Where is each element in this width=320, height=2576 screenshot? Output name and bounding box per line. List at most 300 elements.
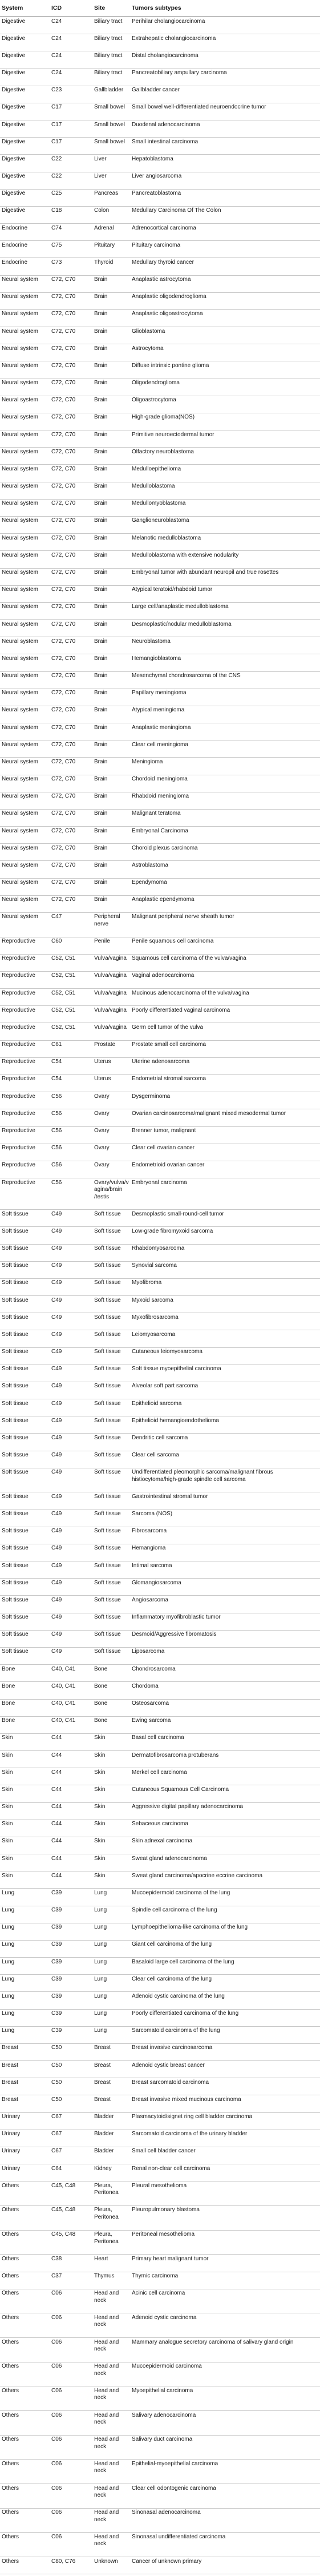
- cell-system: Reproductive: [2, 955, 35, 962]
- cell-tumor-subtype: Intimal sarcoma: [132, 1562, 172, 1569]
- table-row: [0, 1510, 320, 1527]
- cell-icd: C17: [51, 121, 62, 128]
- cell-tumor-subtype: Brenner tumor, malignant: [132, 1128, 196, 1134]
- table-row: [0, 1161, 320, 1178]
- table-header-row: [0, 0, 320, 17]
- cell-system: Neural system: [2, 810, 38, 817]
- cell-tumor-subtype: Small bowel well-differentiated neuroendocrine tumor: [132, 104, 266, 111]
- cell-tumor-subtype: Salivary adenocarcinoma: [132, 2412, 196, 2418]
- cell-system: Others: [2, 2412, 19, 2418]
- cell-icd: C72, C70: [51, 328, 76, 335]
- cell-tumor-subtype: Chondrosarcoma: [132, 1665, 176, 1672]
- cell-site: Brain: [94, 380, 108, 387]
- cell-tumor-subtype: Atypical teratoid/rhabdoid tumor: [132, 586, 213, 593]
- cell-icd: C39: [51, 2027, 62, 2034]
- table-row: [0, 1751, 320, 1768]
- cell-icd: C44: [51, 1769, 62, 1776]
- table-row: [0, 396, 320, 413]
- table-row: [0, 1262, 320, 1279]
- cell-icd: C22: [51, 155, 62, 162]
- cell-system: Neural system: [2, 569, 38, 575]
- table-row: [0, 69, 320, 86]
- cell-icd: C72, C70: [51, 448, 76, 455]
- cell-system: Bone: [2, 1700, 15, 1706]
- cell-tumor-subtype: Small cell bladder cancer: [132, 2148, 196, 2155]
- table-row: [0, 1682, 320, 1699]
- table-row: [0, 758, 320, 775]
- table-row: [0, 1210, 320, 1227]
- table-row: [0, 361, 320, 379]
- cell-system: Others: [2, 2231, 19, 2238]
- table-row: [0, 172, 320, 190]
- cell-site: Soft tissue: [94, 1452, 121, 1459]
- cell-site: Head and neck: [94, 2387, 119, 2401]
- table-row: [0, 2509, 320, 2533]
- cell-site: Brain: [94, 448, 108, 455]
- table-row: [0, 706, 320, 723]
- table-row: [0, 1451, 320, 1468]
- cell-icd: C49: [51, 1452, 62, 1459]
- cell-tumor-subtype: Mucinous adenocarcinoma of the vulva/vagina: [132, 989, 249, 996]
- table-row: [0, 155, 320, 172]
- table-row: [0, 1734, 320, 1751]
- table-row: [0, 1365, 320, 1382]
- cell-site: Soft tissue: [94, 1511, 121, 1518]
- cell-icd: C39: [51, 1941, 62, 1948]
- cell-tumor-subtype: Sweat gland adenocarcinoma: [132, 1855, 207, 1862]
- cell-icd: C72, C70: [51, 552, 76, 558]
- cell-site: Soft tissue: [94, 1648, 121, 1655]
- cell-tumor-subtype: Pituitary carcinoma: [132, 242, 181, 248]
- table-row: [0, 672, 320, 689]
- table-row: [0, 1958, 320, 1975]
- table-row: [0, 1468, 320, 1493]
- cell-system: Neural system: [2, 758, 38, 765]
- table-row: [0, 500, 320, 517]
- cell-tumor-subtype: Sinonasal adenocarcinoma: [132, 2509, 201, 2516]
- cell-site: Brain: [94, 603, 108, 610]
- table-row: [0, 1178, 320, 1210]
- cell-tumor-subtype: Anaplastic astrocytoma: [132, 276, 191, 283]
- table-row: [0, 1399, 320, 1416]
- cell-icd: C64: [51, 2165, 62, 2172]
- cell-site: Biliary tract: [94, 70, 123, 77]
- cell-tumor-subtype: Uterine adenosarcoma: [132, 1058, 190, 1065]
- cell-system: Neural system: [2, 345, 38, 352]
- cell-system: Reproductive: [2, 938, 35, 945]
- cell-tumor-subtype: Desmoplastic/nodular medulloblastoma: [132, 621, 232, 627]
- cell-system: Others: [2, 2509, 19, 2516]
- cell-system: Soft tissue: [2, 1631, 29, 1638]
- table-row: [0, 2095, 320, 2112]
- table-row: [0, 1906, 320, 1923]
- cell-site: Soft tissue: [94, 1210, 121, 1217]
- cell-tumor-subtype: Distal cholangiocarcinoma: [132, 52, 199, 59]
- cell-site: Brain: [94, 293, 108, 300]
- cell-icd: C06: [51, 2509, 62, 2516]
- cell-icd: C49: [51, 1227, 62, 1234]
- cell-tumor-subtype: Ependymoma: [132, 879, 167, 886]
- cell-icd: C39: [51, 1958, 62, 1965]
- table-row: [0, 1041, 320, 1058]
- cell-site: Ovary: [94, 1162, 110, 1169]
- table-row: [0, 1561, 320, 1579]
- cell-icd: C24: [51, 52, 62, 59]
- cell-system: Lung: [2, 2027, 15, 2034]
- table-row: [0, 775, 320, 792]
- cell-system: Skin: [2, 1786, 13, 1793]
- cell-site: Lung: [94, 1924, 107, 1931]
- cell-tumor-subtype: Large cell/anaplastic medulloblastoma: [132, 603, 229, 610]
- cell-icd: C72, C70: [51, 414, 76, 421]
- cell-site: Adrenal: [94, 224, 114, 231]
- table-row: [0, 2231, 320, 2255]
- cell-site: Lung: [94, 1975, 107, 1982]
- cell-system: Others: [2, 2363, 19, 2370]
- cell-site: Brain: [94, 517, 108, 524]
- cell-system: Neural system: [2, 431, 38, 438]
- cell-tumor-subtype: Chordoid meningioma: [132, 776, 188, 783]
- cell-icd: C72, C70: [51, 397, 76, 404]
- cell-site: Brain: [94, 810, 108, 817]
- cell-system: Urinary: [2, 2114, 21, 2120]
- table-row: [0, 34, 320, 51]
- cell-tumor-subtype: Aggressive digital papillary adenocarcinoma: [132, 1804, 244, 1810]
- cell-icd: C49: [51, 1511, 62, 1518]
- cell-site: Thymus: [94, 2273, 115, 2279]
- table-row: [0, 1382, 320, 1399]
- cell-tumor-subtype: Endometrioid ovarian cancer: [132, 1162, 205, 1169]
- table-row: [0, 1648, 320, 1665]
- cell-system: Soft tissue: [2, 1511, 29, 1518]
- cell-system: Others: [2, 2182, 19, 2189]
- cell-icd: C56: [51, 1110, 62, 1117]
- cell-icd: C49: [51, 1417, 62, 1424]
- cell-system: Lung: [2, 1941, 15, 1948]
- cell-site: Lung: [94, 1958, 107, 1965]
- cell-system: Soft tissue: [2, 1245, 29, 1252]
- cell-tumor-subtype: Prostate small cell carcinoma: [132, 1041, 206, 1048]
- cell-tumor-subtype: Renal non-clear cell carcinoma: [132, 2165, 210, 2172]
- cell-system: Soft tissue: [2, 1614, 29, 1621]
- cell-system: Digestive: [2, 104, 26, 111]
- cell-site: Ovary: [94, 1110, 110, 1117]
- cell-icd: C72, C70: [51, 879, 76, 886]
- cell-site: Soft tissue: [94, 1493, 121, 1500]
- cell-tumor-subtype: Melanotic medulloblastoma: [132, 534, 201, 541]
- cell-tumor-subtype: Vaginal adenocarcinoma: [132, 972, 195, 979]
- cell-tumor-subtype: Penile squamous cell carcinoma: [132, 938, 214, 945]
- cell-icd: C67: [51, 2148, 62, 2155]
- table-row: [0, 310, 320, 327]
- table-row: [0, 1665, 320, 1682]
- cell-tumor-subtype: Clear cell ovarian cancer: [132, 1145, 195, 1152]
- cell-icd: C49: [51, 1262, 62, 1269]
- cell-icd: C72, C70: [51, 776, 76, 783]
- cell-icd: C06: [51, 2314, 62, 2321]
- cell-system: Soft tissue: [2, 1545, 29, 1552]
- table-row: [0, 1923, 320, 1941]
- cell-system: Skin: [2, 1769, 13, 1776]
- table-row: [0, 517, 320, 534]
- cell-system: Breast: [2, 2062, 18, 2068]
- cell-icd: C72, C70: [51, 380, 76, 387]
- cell-icd: C50: [51, 2079, 62, 2086]
- table-row: [0, 1313, 320, 1330]
- cell-icd: C52, C51: [51, 955, 76, 962]
- cell-system: Reproductive: [2, 1058, 35, 1065]
- cell-system: Skin: [2, 1872, 13, 1879]
- cell-icd: C24: [51, 70, 62, 77]
- cell-system: Reproductive: [2, 1007, 35, 1013]
- cell-icd: C25: [51, 190, 62, 197]
- cell-system: Reproductive: [2, 1110, 35, 1117]
- cell-site: Brain: [94, 483, 108, 490]
- table-row: [0, 103, 320, 120]
- table-row: [0, 1992, 320, 2009]
- cell-site: Skin: [94, 1752, 106, 1758]
- cell-system: Lung: [2, 1889, 15, 1896]
- table-row: [0, 2272, 320, 2289]
- cell-tumor-subtype: Peritoneal mesothelioma: [132, 2231, 195, 2238]
- cell-site: Lung: [94, 1993, 107, 1999]
- cell-tumor-subtype: Adrenocortical carcinoma: [132, 224, 196, 231]
- cell-system: Neural system: [2, 724, 38, 731]
- cell-tumor-subtype: Extrahepatic cholangiocarcinoma: [132, 35, 216, 42]
- cell-tumor-subtype: Poorly differentiated vaginal carcinoma: [132, 1007, 230, 1013]
- cell-tumor-subtype: Rhabdoid meningioma: [132, 793, 189, 800]
- cell-tumor-subtype: Malignant teratoma: [132, 810, 181, 817]
- cell-system: Neural system: [2, 844, 38, 851]
- cell-site: Head and neck: [94, 2509, 119, 2523]
- cell-system: Lung: [2, 1924, 15, 1931]
- table-row: [0, 1854, 320, 1871]
- cell-site: Soft tissue: [94, 1314, 121, 1321]
- table-row: [0, 86, 320, 103]
- cell-system: Neural system: [2, 913, 38, 920]
- cell-icd: C44: [51, 1821, 62, 1828]
- table-row: [0, 1941, 320, 1958]
- cell-system: Neural system: [2, 896, 38, 903]
- cell-site: Skin: [94, 1769, 106, 1776]
- table-row: [0, 937, 320, 955]
- cell-site: Head and neck: [94, 2412, 119, 2426]
- cell-system: Others: [2, 2558, 19, 2565]
- cell-site: Brain: [94, 724, 108, 731]
- cell-tumor-subtype: Malignant peripheral nerve sheath tumor: [132, 913, 234, 920]
- cell-site: Soft tissue: [94, 1349, 121, 1355]
- cell-site: Skin: [94, 1872, 106, 1879]
- table-row: [0, 465, 320, 482]
- cell-tumor-subtype: Synovial sarcoma: [132, 1262, 177, 1269]
- cell-tumor-subtype: Embryonal tumor with abundant neuropil and true rosettes: [132, 569, 279, 575]
- cell-tumor-subtype: Breast sarcomatoid carcinoma: [132, 2079, 209, 2086]
- table-row: [0, 1613, 320, 1631]
- cell-system: Soft tissue: [2, 1417, 29, 1424]
- cell-icd: C50: [51, 2096, 62, 2103]
- cell-icd: C49: [51, 1297, 62, 1303]
- cell-tumor-subtype: Pleuropulmonary blastoma: [132, 2207, 200, 2213]
- cell-site: Soft tissue: [94, 1545, 121, 1552]
- cell-tumor-subtype: Endometrial stromal sarcoma: [132, 1076, 206, 1082]
- table-row: [0, 2386, 320, 2411]
- cell-tumor-subtype: Myofibroma: [132, 1279, 162, 1286]
- cell-system: Soft tissue: [2, 1469, 29, 1476]
- cell-system: Urinary: [2, 2148, 21, 2155]
- cell-site: Head and neck: [94, 2460, 119, 2474]
- table-row: [0, 138, 320, 155]
- table-row: [0, 120, 320, 138]
- cell-icd: C06: [51, 2412, 62, 2418]
- table-row: [0, 1837, 320, 1854]
- cell-system: Digestive: [2, 18, 26, 25]
- cell-tumor-subtype: Glioblastoma: [132, 328, 165, 335]
- cell-site: Brain: [94, 345, 108, 352]
- table-row: [0, 1434, 320, 1451]
- cell-site: Lung: [94, 1889, 107, 1896]
- table-row: [0, 51, 320, 69]
- cell-system: Reproductive: [2, 1179, 35, 1186]
- cell-system: Neural system: [2, 638, 38, 645]
- cell-site: Brain: [94, 793, 108, 800]
- cell-icd: C72, C70: [51, 862, 76, 868]
- cell-system: Neural system: [2, 879, 38, 886]
- cell-tumor-subtype: Chordoma: [132, 1683, 159, 1689]
- cell-tumor-subtype: Skin adnexal carcinoma: [132, 1838, 193, 1845]
- cell-system: Neural system: [2, 552, 38, 558]
- cell-site: Brain: [94, 844, 108, 851]
- cell-icd: C44: [51, 1804, 62, 1810]
- cell-site: Biliary tract: [94, 18, 123, 25]
- cell-icd: C52, C51: [51, 1007, 76, 1013]
- cell-tumor-subtype: Epithelial-myoepithelial carcinoma: [132, 2460, 218, 2467]
- cell-system: Soft tissue: [2, 1562, 29, 1569]
- cell-system: Skin: [2, 1855, 13, 1862]
- cell-site: Pleura, Peritonea: [94, 2182, 119, 2196]
- cell-system: Breast: [2, 2044, 18, 2051]
- cell-icd: C67: [51, 2114, 62, 2120]
- cell-tumor-subtype: Basal cell carcinoma: [132, 1734, 184, 1741]
- cell-tumor-subtype: Thymic carcinoma: [132, 2273, 179, 2279]
- cell-site: Brain: [94, 776, 108, 783]
- table-row: [0, 190, 320, 207]
- cell-site: Brain: [94, 896, 108, 903]
- cell-system: Reproductive: [2, 972, 35, 979]
- cell-system: Digestive: [2, 138, 26, 145]
- header-site: Site: [94, 5, 106, 11]
- cell-site: Soft tissue: [94, 1262, 121, 1269]
- cell-system: Breast: [2, 2096, 18, 2103]
- cell-icd: C72, C70: [51, 793, 76, 800]
- cell-tumor-subtype: Medulloepithelioma: [132, 465, 181, 472]
- cell-system: Others: [2, 2387, 19, 2394]
- cell-tumor-subtype: Pancreatobiliary ampullary carcinoma: [132, 70, 227, 77]
- cell-tumor-subtype: Sarcomatoid carcinoma of the lung: [132, 2027, 220, 2034]
- cell-site: Brain: [94, 758, 108, 765]
- cell-system: Bone: [2, 1717, 15, 1724]
- cell-tumor-subtype: Pancreatoblastoma: [132, 190, 181, 197]
- cell-site: Breast: [94, 2044, 111, 2051]
- cell-tumor-subtype: Hemangioma: [132, 1545, 166, 1552]
- table-row: [0, 723, 320, 740]
- cell-icd: C54: [51, 1058, 62, 1065]
- cell-site: Soft tissue: [94, 1400, 121, 1407]
- table-row: [0, 1058, 320, 1075]
- cell-icd: C74: [51, 224, 62, 231]
- cell-system: Skin: [2, 1734, 13, 1741]
- cell-site: Brain: [94, 397, 108, 404]
- cell-site: Colon: [94, 207, 110, 214]
- table-row: [0, 2130, 320, 2147]
- cell-site: Small bowel: [94, 138, 125, 145]
- cell-system: Skin: [2, 1838, 13, 1845]
- cell-icd: C38: [51, 2255, 62, 2262]
- cell-icd: C72, C70: [51, 534, 76, 541]
- cell-icd: C49: [51, 1596, 62, 1603]
- cell-tumor-subtype: Medulloblastoma: [132, 483, 175, 490]
- table-row: [0, 2436, 320, 2460]
- cell-tumor-subtype: Sweat gland carcinoma/apocrine eccrine carcinoma: [132, 1872, 263, 1879]
- cell-system: Others: [2, 2207, 19, 2213]
- cell-site: Brain: [94, 328, 108, 335]
- cell-system: Breast: [2, 2079, 18, 2086]
- cell-site: Brain: [94, 621, 108, 627]
- table-row: [0, 1820, 320, 1837]
- table-row: [0, 810, 320, 827]
- cell-icd: C49: [51, 1349, 62, 1355]
- cell-system: Soft tissue: [2, 1227, 29, 1234]
- cell-site: Vulva/vagina: [94, 989, 127, 996]
- cell-icd: C52, C51: [51, 989, 76, 996]
- cell-icd: C18: [51, 207, 62, 214]
- table-row: [0, 1144, 320, 1161]
- cell-tumor-subtype: Cutaneous Squamous Cell Carcinoma: [132, 1786, 229, 1793]
- cell-system: Neural system: [2, 776, 38, 783]
- cell-system: Digestive: [2, 190, 26, 197]
- cell-tumor-subtype: Angiosarcoma: [132, 1596, 168, 1603]
- table-row: [0, 1006, 320, 1023]
- cell-site: Soft tissue: [94, 1227, 121, 1234]
- cell-system: Neural system: [2, 517, 38, 524]
- cell-icd: C22: [51, 173, 62, 180]
- cell-site: Brain: [94, 741, 108, 748]
- cell-icd: C72, C70: [51, 362, 76, 369]
- cell-tumor-subtype: Fibrosarcoma: [132, 1528, 167, 1535]
- cell-system: Soft tissue: [2, 1383, 29, 1390]
- cell-tumor-subtype: Spindle cell carcinoma of the lung: [132, 1907, 217, 1914]
- cell-system: Others: [2, 2338, 19, 2345]
- table-row: [0, 2027, 320, 2044]
- cell-icd: C72, C70: [51, 293, 76, 300]
- table-row: [0, 2164, 320, 2181]
- cell-site: Soft tissue: [94, 1469, 121, 1476]
- cell-site: Brain: [94, 690, 108, 697]
- cell-system: Reproductive: [2, 1041, 35, 1048]
- cell-icd: C49: [51, 1579, 62, 1586]
- cell-icd: C72, C70: [51, 827, 76, 834]
- cell-tumor-subtype: Primitive neuroectodermal tumor: [132, 431, 214, 438]
- cell-system: Reproductive: [2, 1076, 35, 1082]
- table-row: [0, 792, 320, 810]
- cell-icd: C06: [51, 2533, 62, 2540]
- cell-tumor-subtype: Adenoid cystic carcinoma of the lung: [132, 1993, 225, 1999]
- cell-icd: C72, C70: [51, 638, 76, 645]
- cell-icd: C72, C70: [51, 276, 76, 283]
- cell-site: Gallbladder: [94, 87, 124, 94]
- table-row: [0, 1416, 320, 1434]
- cell-system: Soft tissue: [2, 1596, 29, 1603]
- cell-icd: C73: [51, 259, 62, 265]
